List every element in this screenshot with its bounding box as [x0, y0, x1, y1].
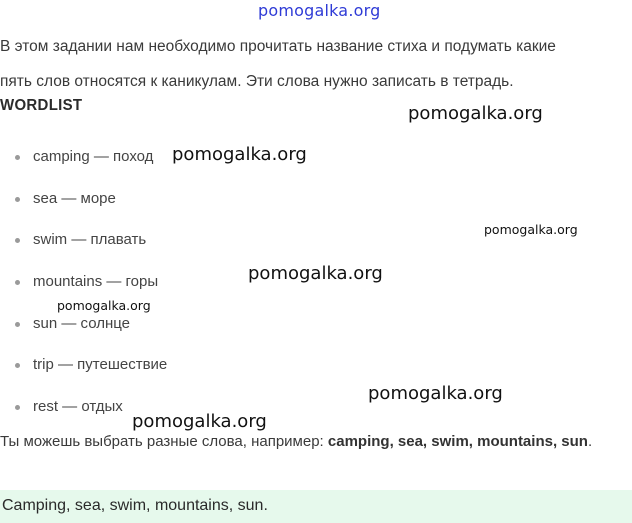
- intro-line-1: В этом задании нам необходимо прочитать название стиха и подумать какие: [0, 38, 556, 55]
- choice-suffix: .: [587, 433, 593, 450]
- task-intro: [0, 29, 630, 99]
- bullet-icon: [15, 280, 20, 285]
- bullet-icon: [15, 405, 20, 410]
- watermark: pomogalka.org: [248, 263, 383, 284]
- choice-paragraph: [0, 426, 630, 457]
- list-item: [0, 344, 167, 386]
- answer-box: [0, 490, 632, 523]
- list-item-text: trip — путешествие: [33, 356, 168, 374]
- list-item-text: mountains — горы: [33, 273, 159, 291]
- list-item-text: rest — отдых: [33, 398, 123, 416]
- list-item-text: sun — солнце: [33, 314, 131, 332]
- list-item: [0, 261, 167, 303]
- list-item: [0, 178, 167, 220]
- list-item-text: camping — поход: [33, 148, 154, 165]
- list-item: [0, 136, 167, 178]
- watermark: pomogalka.org: [132, 411, 267, 432]
- watermark: pomogalka.org: [57, 298, 151, 313]
- choice-prefix: Ты можешь выбрать разные слова, например:: [0, 433, 328, 450]
- bullet-icon: [15, 363, 20, 368]
- wordlist: [0, 136, 167, 428]
- intro-line-2: пять слов относятся к каникулам. Эти слова нужно записать в тетрадь.: [0, 73, 514, 90]
- site-logo[interactable]: pomogalka.org: [258, 1, 381, 20]
- watermark: pomogalka.org: [408, 103, 543, 124]
- bullet-icon: [15, 197, 20, 202]
- list-item-text: swim — плавать: [33, 231, 147, 249]
- watermark: pomogalka.org: [172, 144, 307, 165]
- choice-words: camping, sea, swim, mountains, sun: [327, 433, 588, 450]
- list-item: [0, 219, 167, 261]
- bullet-icon: [15, 238, 20, 243]
- bullet-icon: [15, 155, 20, 160]
- watermark: pomogalka.org: [368, 383, 503, 404]
- watermark: pomogalka.org: [484, 222, 578, 237]
- answer-text: Camping, sea, swim, mountains, sun.: [2, 497, 268, 514]
- wordlist-heading: WORDLIST: [0, 96, 83, 115]
- list-item-text: sea — море: [33, 189, 116, 207]
- bullet-icon: [15, 322, 20, 327]
